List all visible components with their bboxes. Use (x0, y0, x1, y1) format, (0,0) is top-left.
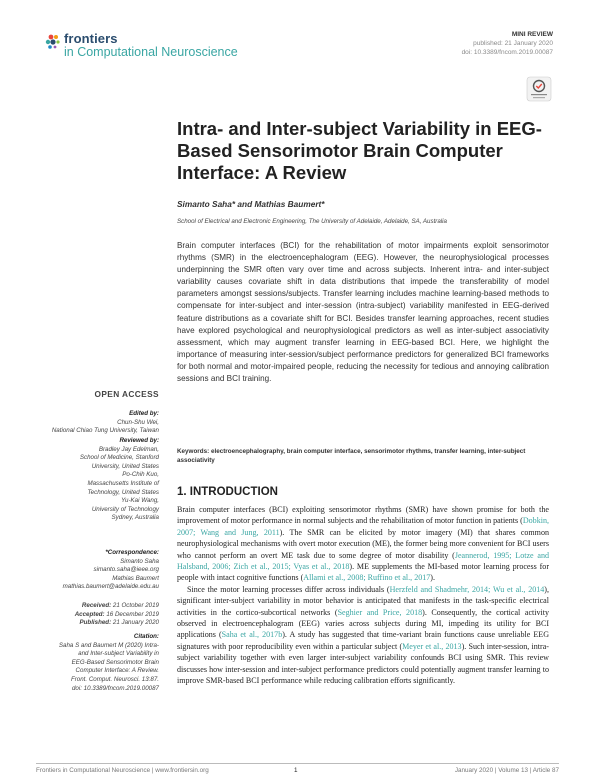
sidebar-line: EEG-Based Sensorimotor Brain (71, 658, 159, 666)
sidebar-line: National Chiao Tung University, Taiwan (51, 427, 159, 435)
article-type: MINI REVIEW (511, 31, 553, 38)
citation-lines (59, 642, 159, 694)
citation-link[interactable]: Seghier and Price, 2018 (337, 607, 423, 617)
article-title: Intra- and Inter-subject Variability in EEG-Based Sensorimotor Brain Computer Interface: A Review (177, 118, 542, 183)
journal-brand: frontiers (64, 31, 118, 46)
citation-block (59, 633, 159, 693)
reviewed-by-lines (80, 446, 159, 523)
footer-journal[interactable]: Frontiers in Computational Neuroscience | www.frontiersin.org (36, 767, 209, 774)
correspondence-label: *Correspondence: (105, 549, 159, 556)
citation-link[interactable]: Dobkin, 2007; Wang and Jung, 2011 (177, 516, 549, 537)
dates-block (75, 602, 159, 628)
published-line: Published: 21 January 2020 (79, 619, 159, 627)
frontiers-logo-icon (44, 33, 64, 53)
sidebar-line: doi: 10.3389/fncom.2019.00087 (71, 684, 159, 692)
citation-link[interactable]: Jeannerod, 1995; Lotze and Halsband, 2006; Zich et al., 2015; Vyas et al., 2018 (177, 550, 549, 572)
edited-by-lines (52, 419, 159, 436)
sidebar-line: mathias.baumert@adelaide.edu.au (62, 583, 159, 591)
sidebar-line: Chun-Shu Wei, (117, 418, 159, 426)
journal-name: in Computational Neuroscience (64, 45, 238, 59)
sidebar-line: Technology, United States (87, 488, 159, 496)
page-number: 1 (294, 767, 298, 774)
footer-divider (36, 763, 559, 764)
citation-link[interactable]: Allami et al., 2008; Ruffino et al., 2017 (303, 573, 431, 583)
body-text: Brain computer interfaces (BCI) exploiting sensorimotor rhythms (SMR) have shown promise for both the improvement of motor performance in normal subjects and the rehabilitation of motor function in patients ( (177, 505, 549, 526)
intro-paragraph-1 (177, 504, 549, 584)
article-info (462, 30, 553, 57)
authors: Simanto Saha* and Mathias Baumert* (177, 199, 325, 209)
received-line: Received: 21 October 2019 (81, 602, 159, 609)
check-for-updates-icon[interactable] (526, 76, 552, 102)
sidebar-line: Massachusetts Institute of (87, 479, 159, 487)
sidebar-line: Mathias Baumert (112, 574, 159, 582)
section-heading: 1. INTRODUCTION (177, 486, 278, 498)
sidebar-line: University of Technology (91, 505, 159, 513)
body-text: ). Such inter-session, intra-subject variability together with even larger inter-subject variability confounds BCI using SMR. This review discusses how inter-session and inter-subject performance predictors could potentially augment transfer learning to improve SMR-based BCI performance while reducing calibration efforts significantly. (177, 641, 549, 686)
body-text: ). Consequently, the cortical activity observed in electroencephalogram (EEG) varies across subjects during MI, impeding its utility for BCI applications ( (177, 607, 550, 640)
sidebar-line: Simanto Saha (120, 557, 159, 565)
correspondence-block (63, 549, 159, 592)
citation-link[interactable]: Saha et al., 2017b (221, 630, 283, 640)
keywords-label: Keywords: (177, 448, 210, 455)
open-access-label: OPEN ACCESS (94, 389, 159, 399)
body-text: ). ME supplements the MI-based motor learning process for people with intact cognitive functions ( (177, 562, 549, 583)
sidebar-line: Bradley Jay Edelman, (98, 445, 159, 453)
sidebar-line: Computer Interface: A Review. (75, 667, 159, 675)
sidebar-line: and Inter-subject Variability in (78, 650, 159, 658)
edited-by-block (52, 410, 159, 436)
keywords (177, 447, 549, 465)
body-text: ). The SMR can be elicited by motor imagery (MI) that shares common neurophysiological mechanisms with overt motor execution (ME), the former being more convenient for BCI users who cannot perform an overt ME task due to some degree of motor disability ( (177, 527, 549, 560)
body-text: Since the motor learning processes differ across individuals ( (187, 584, 390, 594)
edited-by-label: Edited by: (129, 410, 159, 417)
body-text: ). A study has suggested that time-variant brain functions cause unreliable EEG signatures with poor reproducibility even within a particular subject ( (177, 630, 550, 651)
sidebar-line: University, United States (91, 462, 159, 470)
affiliation: School of Electrical and Electronic Engineering, The University of Adelaide, Adelaide, SA, Australia (177, 218, 447, 225)
citation-label: Citation: (133, 633, 159, 640)
sidebar-line: Po-Chih Kuo, (122, 471, 159, 479)
reviewed-by-label: Reviewed by: (119, 437, 159, 444)
citation-link[interactable]: Meyer et al., 2013 (402, 641, 462, 651)
introduction-body (177, 504, 549, 687)
body-text: ), significant inter-subject variability in motor behavior is anticipated that manifests in the task-specific electrical activities in the cortico-subcortical networks ( (177, 584, 549, 617)
footer-issue: January 2020 | Volume 13 | Article 87 (454, 767, 559, 774)
article-doi[interactable]: doi: 10.3389/fncom.2019.00087 (461, 49, 553, 56)
accepted-line: Accepted: 16 December 2019 (74, 610, 159, 618)
reviewed-by-block (80, 437, 159, 523)
sidebar-line: Sydney, Australia (111, 514, 159, 522)
sidebar-line: Yu-Kai Wang, (121, 497, 159, 505)
intro-paragraph-2 (177, 584, 549, 687)
keywords-text: electroencephalography, brain computer interface, sensorimotor rhythms, transfer learning, inter-subject associativity (177, 448, 526, 464)
body-text: ). (430, 573, 435, 583)
citation-link[interactable]: Herzfeld and Shadmehr, 2014; Wu et al., 2014 (389, 584, 545, 594)
correspondence-lines[interactable] (63, 558, 159, 592)
sidebar-line: Saha S and Baumert M (2020) Intra- (58, 641, 159, 649)
sidebar-line: School of Medicine, Stanford (79, 454, 159, 462)
sidebar-line: Front. Comput. Neurosci. 13:87. (70, 675, 159, 683)
sidebar-line: simanto.saha@ieee.org (93, 566, 159, 574)
published-date: published: 21 January 2020 (473, 40, 553, 47)
abstract: Brain computer interfaces (BCI) for the rehabilitation of motor impairments exploit sensorimotor rhythms (SMR) in the electroencephalogram (EEG). However, the neurophysiological processes underpinning the SMR often vary over time and across subjects. Inherent intra- and inter-subject variability causes covariate shift in data distributions that impede the transferability of model parameters amongst sessions/subjects. Transfer learning includes machine learning-based methods to compensate for inter-subject and inter-session (intra-subject) variability manifested in EEG-derived feature distributions as a covariate shift for BCI. Besides transfer learning approaches, recent studies have explored psychological and neurophysiological predictors as well as inter-subject associativity assessment, which may augment transfer learning in EEG-based BCI. Here, we highlight the importance of measuring inter-session/subject performance predictors for generalized BCI frameworks for both normal and motor-impaired people, reducing the necessity for tedious and annoying calibration sessions and BCI training. (177, 241, 549, 384)
